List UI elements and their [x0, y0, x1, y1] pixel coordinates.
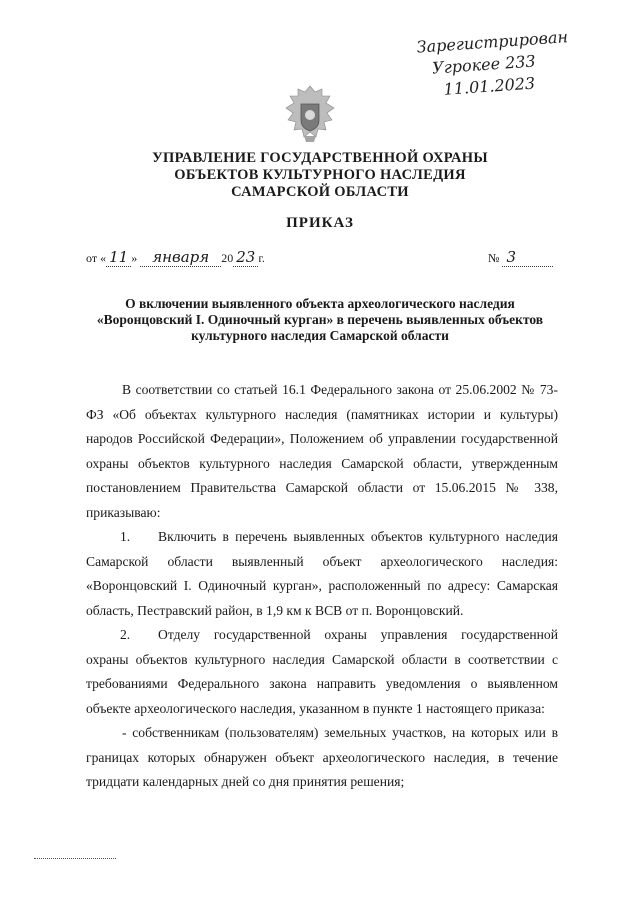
date-year: 23	[233, 248, 258, 267]
stamp-line-1: Зарегистрирован	[415, 27, 569, 57]
org-name-line-3: САМАРСКОЙ ОБЛАСТИ	[231, 184, 409, 200]
order-item-2	[86, 623, 558, 721]
number-value: 3	[502, 248, 553, 267]
subject-line-2: «Воронцовский I. Одиночный курган» в перечень выявленных объектов	[96, 312, 544, 327]
stamp-line-2: Угрокее 233	[431, 51, 537, 78]
order-date	[86, 248, 265, 266]
item-1-text: Включить в перечень выявленных объектов культурного наследия Самарской области выявленный объект археологического наследия: «Воронцовский I. Одиночный курган», расположенный по адресу: Самарская область, Пестравский район, в 1,9 км к ВСВ от п. Воронцовский.	[86, 529, 558, 618]
stamp-line-3: 11.01.2023	[443, 73, 536, 99]
date-year-prefix: 20	[221, 251, 234, 265]
item-2-number: 2.	[120, 627, 131, 642]
number-label: №	[488, 251, 500, 265]
org-name-line-1: УПРАВЛЕНИЕ ГОСУДАРСТВЕННОЙ ОХРАНЫ	[152, 150, 488, 166]
document-type: ПРИКАЗ	[286, 215, 354, 231]
subject-line-3: культурного наследия Самарской области	[191, 328, 449, 343]
item-2-text: Отделу государственной охраны управления государственной охраны объектов культурного наследия Самарской области в соответствии с требованиями Федерального закона направить уведомления о выявленном объекте археологического наследия, указанном в пункте 1 настоящего приказа:	[86, 627, 558, 716]
subject-line-1: О включении выявленного объекта археологического наследия	[125, 296, 515, 311]
preamble-paragraph: В соответствии со статьей 16.1 Федерального закона от 25.06.2002 № 73-ФЗ «Об объектах культурного наследия (памятниках истории и культуры) народов Российской Федерации», Положением об управлении государственной охраны объектов культурного наследия Самарской области, утвержденным постановлением Правительства Самарской области от 15.06.2015 № 338, приказываю:	[86, 382, 558, 520]
footer-divider	[34, 858, 116, 859]
date-mid: »	[131, 251, 138, 265]
order-number	[488, 248, 553, 267]
org-name-line-2: ОБЪЕКТОВ КУЛЬТУРНОГО НАСЛЕДИЯ	[174, 167, 466, 183]
order-subject	[0, 296, 640, 344]
order-body	[86, 378, 558, 795]
date-month: января	[140, 248, 221, 267]
dash-item-owners: - собственникам (пользователям) земельных участков, на которых или в границах которых обнаружен объект археологического наследия, в течение тридцати календарных дней со дня принятия решения;	[86, 725, 558, 789]
order-item-1	[86, 525, 558, 623]
coat-of-arms-icon	[282, 84, 338, 146]
date-prefix: от «	[86, 251, 107, 265]
item-1-number: 1.	[120, 529, 131, 544]
registration-stamp	[416, 23, 610, 102]
date-day: 11	[106, 248, 131, 267]
date-suffix: г.	[258, 251, 265, 265]
